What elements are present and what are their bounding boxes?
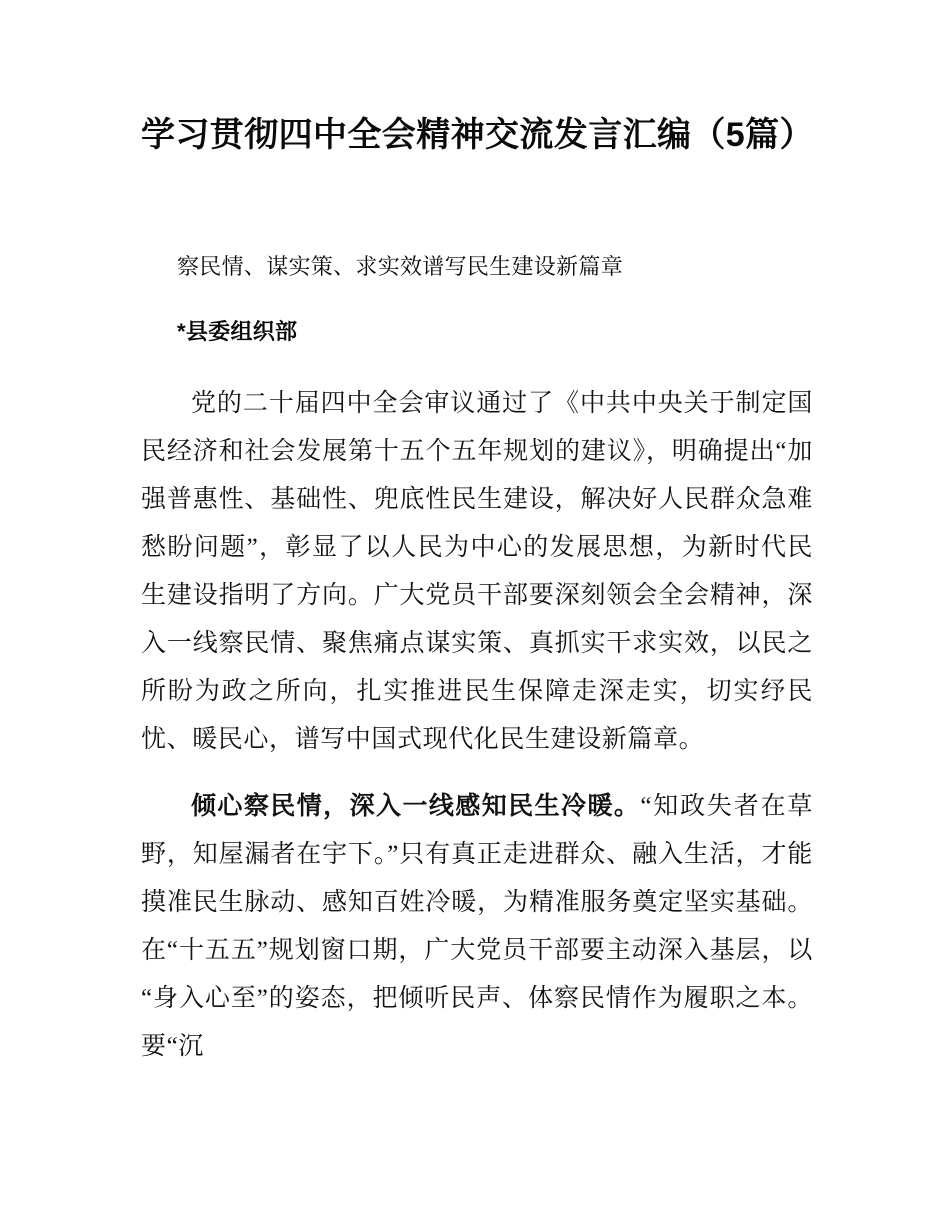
- page-content-column: [141, 0, 813, 1071]
- paragraph-lead-in: 倾心察民情，深入一线感知民生冷暖。: [191, 792, 641, 820]
- article-heading: 察民情、谋实策、求实效谱写民生建设新篇章: [177, 254, 624, 279]
- paragraph-text: “知政失者在草野，知屋漏者在宇下。”只有真正走进群众、融入生活，才能摸准民生脉动、感知百姓冷暖，为精准服务奠定坚实基础。在“十五五”规划窗口期，广大党员干部要主动深入基层，以“身入心至”的姿态，把倾听民声、体察民情作为履职之本。要“沉: [141, 793, 814, 1060]
- article-header: [141, 250, 813, 349]
- article-body: [141, 379, 813, 1071]
- body-paragraph: [141, 764, 813, 1071]
- document-title: 学习贯彻四中全会精神交流发言汇编（5篇）: [141, 116, 814, 154]
- article-byline: *县委组织部: [177, 319, 298, 344]
- paragraph-text: 党的二十届四中全会审议通过了《中共中央关于制定国民经济和社会发展第十五个五年规划的建议》，明确提出“加强普惠性、基础性、兜底性民生建设，解决好人民群众急难愁盼问题”，彰显了以人民为中心的发展思想，为新时代民生建设指明了方向。广大党员干部要深刻领会全会精神，深入一线察民情、聚焦痛点谋实策、真抓实干求实效，以民之所盼为政之所向，扎实推进民生保障走深走实，切实纾民忧、暖民心，谱写中国式现代化民生建设新篇章。: [141, 390, 813, 753]
- body-paragraph: [141, 379, 813, 764]
